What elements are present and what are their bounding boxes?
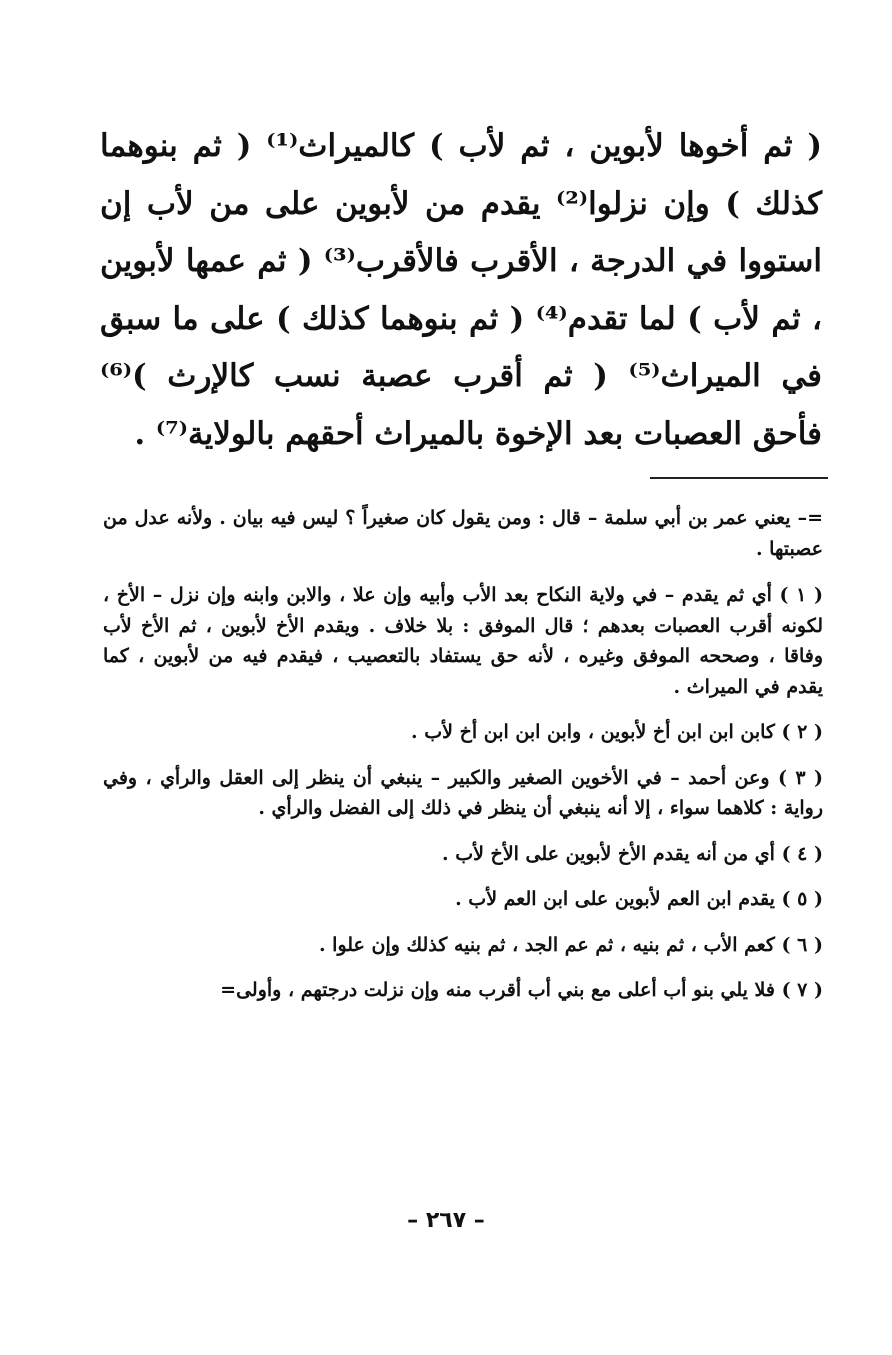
footnote-2: ( ٢ ) كابن ابن ابن أخ لأبوين ، وابن ابن ابن أخ لأب . bbox=[411, 721, 823, 743]
page-number: – ٢٦٧ – bbox=[407, 1208, 485, 1233]
footnote-1: ( ١ ) أي ثم يقدم – في ولاية النكاح بعد الأب وأبيه وإن علا ، والابن وابنه وإن نزل – الأخ ، لكونه أقرب العصبات بعدهم ؛ قال الموفق : بلا خلاف . ويقدم الأخ لأبوين ، ثم الأخ لأب وفاقا ، وصححه الموفق وغيره ، لأنه حق يستفاد بالتعصيب ، فيقدم فيه من لأبوين ، كما يقدم في الميراث . bbox=[103, 584, 824, 698]
footnote-6: ( ٦ ) كعم الأب ، ثم بنيه ، ثم عم الجد ، ثم بنيه كذلك وإن علوا . bbox=[318, 933, 823, 956]
footnote-divider bbox=[650, 477, 828, 479]
footnote-5: ( ٥ ) يقدم ابن العم لأبوين على ابن العم لأب . bbox=[455, 888, 823, 910]
footnote-4: ( ٤ ) أي من أنه يقدم الأخ لأبوين على الأخ لأب . bbox=[441, 842, 823, 865]
main-paragraph: ( ثم أخوها لأبوين ، ثم لأب ) كالميراث⁽¹⁾ ( ثم بنوهما كذلك ) وإن نزلوا⁽²⁾ يقدم من لأبوين على من لأب إن استووا في الدرجة ، الأقرب فالأقرب⁽³⁾ ( ثم عمها لأبوين ، ثم لأب ) لما تقدم⁽⁴⁾ ( ثم بنوهما كذلك ) على ما سبق في الميراث⁽⁵⁾ ( ثم أقرب عصبة نسب كالإرث )⁽⁶⁾ فأحق العصبات بعد الإخوة بالميراث أحقهم بالولاية⁽⁷⁾ . bbox=[100, 128, 822, 452]
footnotes-block bbox=[103, 503, 823, 1021]
main-text-block bbox=[100, 118, 822, 463]
footnote-continuation: =– يعني عمر بن أبي سلمة – قال : ومن يقول كان صغيراً ؟ ليس فيه بيان . ولأنه عدل من عصبتها . bbox=[103, 507, 823, 560]
footnote-3: ( ٣ ) وعن أحمد – في الأخوين الصغير والكبير – ينبغي أن ينظر إلى العقل والرأي ، وفي رواية : كلاهما سواء ، إلا أنه ينبغي أن ينظر في ذلك إلى الفضل والرأي . bbox=[103, 766, 823, 819]
footnote-7: ( ٧ ) فلا يلي بنو أب أعلى مع بني أب أقرب منه وإن نزلت درجتهم ، وأولى= bbox=[220, 979, 823, 1001]
